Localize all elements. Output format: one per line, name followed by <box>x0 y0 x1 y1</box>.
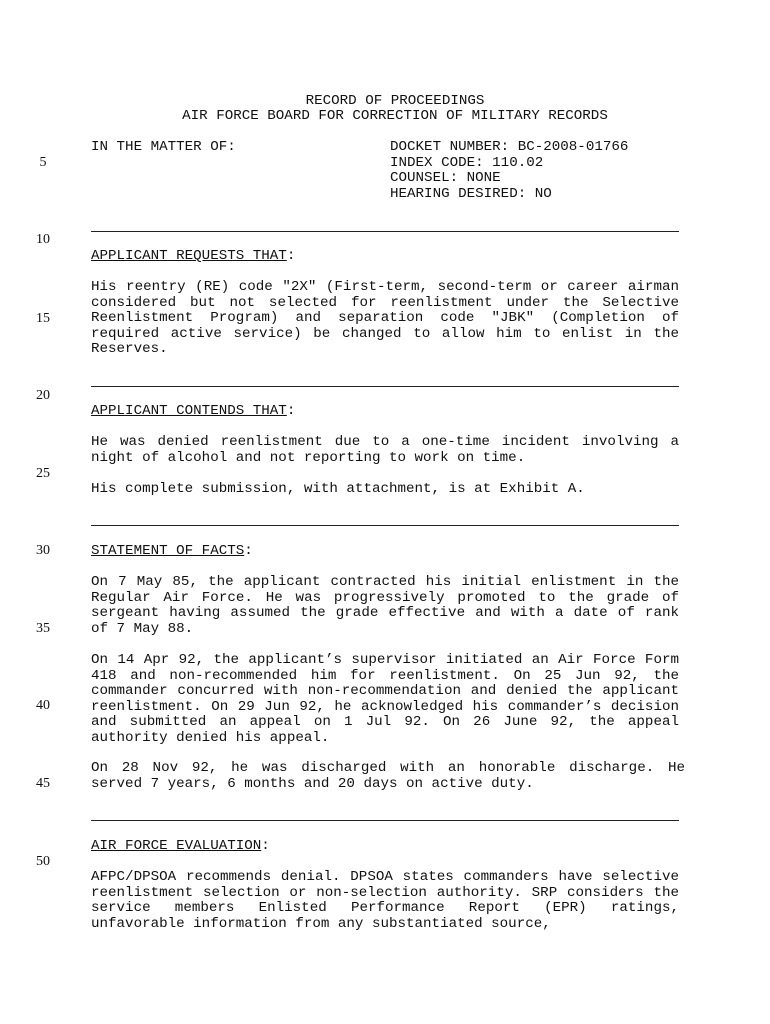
docket-number: DOCKET NUMBER: BC-2008-01766 <box>390 139 629 155</box>
line-number: 40 <box>36 698 50 713</box>
contends-heading: APPLICANT CONTENDS THAT: <box>91 403 296 419</box>
matter-label: IN THE MATTER OF: <box>91 139 236 155</box>
evaluation-heading: AIR FORCE EVALUATION: <box>91 838 270 854</box>
line-number: 45 <box>36 776 50 791</box>
requests-heading: APPLICANT REQUESTS THAT: <box>91 248 296 264</box>
requests-paragraph: His reentry (RE) code "2X" (First-term, second-term or career airman considered but not selected for reenlistment under the Selective Reenlistment Program) and separation code "JBK" (Completion of required active service) be changed to allow him to enlist in the Reserves. <box>91 279 679 358</box>
line-number: 5 <box>39 155 47 170</box>
board-title: AIR FORCE BOARD FOR CORRECTION OF MILITARY RECORDS <box>182 108 608 124</box>
index-code: INDEX CODE: 110.02 <box>390 155 544 171</box>
contends-paragraph: He was denied reenlistment due to a one-time incident involving a night of alcohol and not reporting to work on time. <box>91 434 679 466</box>
section-divider <box>91 231 679 232</box>
line-number: 25 <box>36 466 50 481</box>
line-number: 30 <box>36 543 50 558</box>
evaluation-paragraph: AFPC/DPSOA recommends denial. DPSOA states commanders have selective reenlistment selection or non-selection authority. SRP considers the service members Enlisted Performance Report (EPR) ratings, unfavorable information from any substantiated source, <box>91 869 679 932</box>
line-number: 20 <box>36 388 50 403</box>
facts-paragraph: On 28 Nov 92, he was discharged with an honorable discharge. He served 7 years, 6 months and 20 days on active duty. <box>91 760 685 792</box>
facts-paragraph: On 14 Apr 92, the applicant’s supervisor initiated an Air Force Form 418 and non-recommended him for reenlistment. On 25 Jun 92, the commander concurred with non-recommendation and denied the applicant reenlistment. On 29 Jun 92, he acknowledged his commander’s decision and submitted an appeal on 1 Jul 92. On 26 June 92, the appeal authority denied his appeal. <box>91 652 679 746</box>
section-divider <box>91 525 679 526</box>
section-divider <box>91 386 679 387</box>
counsel: COUNSEL: NONE <box>390 170 501 186</box>
contends-paragraph: His complete submission, with attachment, is at Exhibit A. <box>91 481 585 497</box>
facts-paragraph: On 7 May 85, the applicant contracted his initial enlistment in the Regular Air Force. He was progressively promoted to the grade of sergeant having assumed the grade effective and with a date of rank of 7 May 88. <box>91 574 679 637</box>
line-number: 50 <box>36 854 50 869</box>
line-number: 10 <box>36 232 50 247</box>
hearing-desired: HEARING DESIRED: NO <box>390 186 552 202</box>
section-divider <box>91 820 679 821</box>
line-number: 15 <box>36 311 50 326</box>
line-number: 35 <box>36 621 50 636</box>
facts-heading: STATEMENT OF FACTS: <box>91 543 253 559</box>
record-title: RECORD OF PROCEEDINGS <box>305 93 485 109</box>
